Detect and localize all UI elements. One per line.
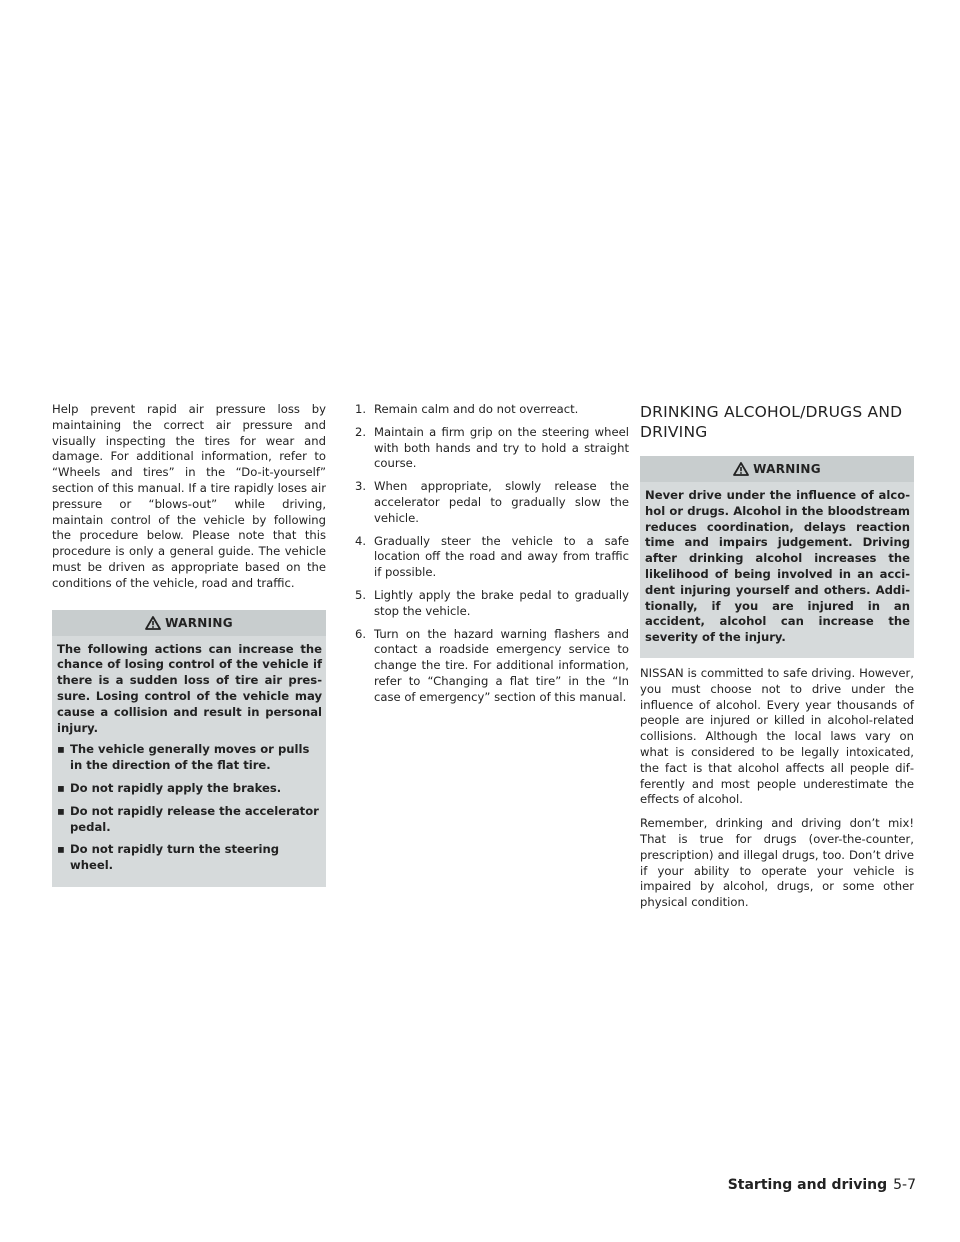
warning-bullet: ▪ Do not rapidly release the accelerator pedal. [57, 804, 322, 836]
warning-bullet: ▪ Do not rapidly turn the steering wheel. [57, 842, 322, 874]
step-item [355, 627, 629, 706]
intro-paragraph: Help prevent rapid air pressure loss by maintaining the correct air pressure and visually inspecting the tires for wear and damage. For additional information, refer to “Wheels and tires” in the “Do-it-yourself” section of this manual. If a tire rapidly loses air pressure or “blows-out” while driving, maintain control of the vehicle by following the procedure below. Please note that this procedure is only a general guide. The vehicle must be driven as appropriate based on the conditions of the vehicle, road and traffic. [52, 402, 326, 590]
warning-triangle-icon [145, 616, 161, 630]
warning-bullet-list [57, 742, 322, 874]
step-number: 6. [355, 626, 367, 641]
step-text: Remain calm and do not overreact. [374, 402, 579, 416]
warning-triangle-icon [733, 462, 749, 476]
warning-text: Never drive under the influence of alcohol or drugs. Alcohol in the bloodstream reduces coordination, delays reaction time and impairs judgement. Driving after drinking alcohol increases the likelihood of being involved in an accident injuring yourself and others. Additionally, if you are injured in an accident, alcohol can increase the severity of the injury. [645, 488, 910, 645]
step-number: 2. [355, 424, 367, 439]
step-text: Gradually steer the vehicle to a safe location off the road and away from traffic if possible. [374, 533, 629, 580]
warning-box [640, 456, 914, 658]
warning-text: The following actions can increase the chance of losing control of the vehicle if there is a sudden loss of tire air pressure. Losing control of the vehicle may cause a collision and result in personal injury. [57, 641, 322, 735]
step-text: When appropriate, slowly release the accelerator pedal to gradually slow the vehicle. [374, 479, 629, 525]
step-text: Turn on the hazard warning flashers and contact a roadside emergency service to change the tire. For additional information, refer to “Changing a flat tire” in the “In case of emergency” section of this manual. [374, 626, 629, 704]
step-number: 1. [355, 402, 367, 416]
step-item [355, 588, 629, 620]
step-item [355, 402, 629, 418]
step-item [355, 479, 629, 526]
step-item [355, 425, 629, 472]
step-number: 3. [355, 479, 367, 494]
body-paragraph: NISSAN is committed to safe driving. However, you must choose not to drive under the influence of alcohol. Every year thousands of people are injured or killed in alcohol-related collisions. Although the local laws vary on what is considered to be legally intoxicated, the fact is that alcohol affects all people differently and most people underestimate the effects of alcohol. [640, 665, 914, 807]
footer-section-title: Starting and driving [727, 1177, 888, 1193]
step-text: Maintain a firm grip on the steering wheel with both hands and try to hold a straight course. [374, 424, 629, 471]
warning-heading: WARNING [753, 462, 821, 476]
step-item [355, 534, 629, 581]
warning-heading: WARNING [165, 615, 233, 630]
footer-page-number: 5-7 [893, 1177, 916, 1193]
warning-header [52, 610, 326, 636]
procedure-steps [355, 402, 629, 706]
section-title: DRINKING ALCOHOL/DRUGS AND DRIVING [640, 403, 903, 441]
body-paragraph: Remember, drinking and driving don’t mix! That is true for drugs (over-the-counter, prescription) and illegal drugs, too. Don’t drive if your ability to operate your vehicle is impaired by alcohol, drugs, or some other physical condition. [640, 816, 914, 910]
step-text: Lightly apply the brake pedal to gradually stop the vehicle. [374, 587, 629, 618]
warning-header [640, 456, 914, 482]
warning-bullet: ▪ Do not rapidly apply the brakes. [57, 781, 322, 797]
warning-box [52, 610, 326, 887]
left-column [52, 402, 326, 887]
right-column [640, 402, 914, 919]
page-footer [728, 1177, 916, 1193]
step-number: 5. [355, 587, 367, 602]
middle-column [355, 402, 629, 713]
warning-bullet: ▪ The vehicle generally moves or pulls in the direction of the flat tire. [57, 742, 322, 774]
step-number: 4. [355, 533, 367, 548]
